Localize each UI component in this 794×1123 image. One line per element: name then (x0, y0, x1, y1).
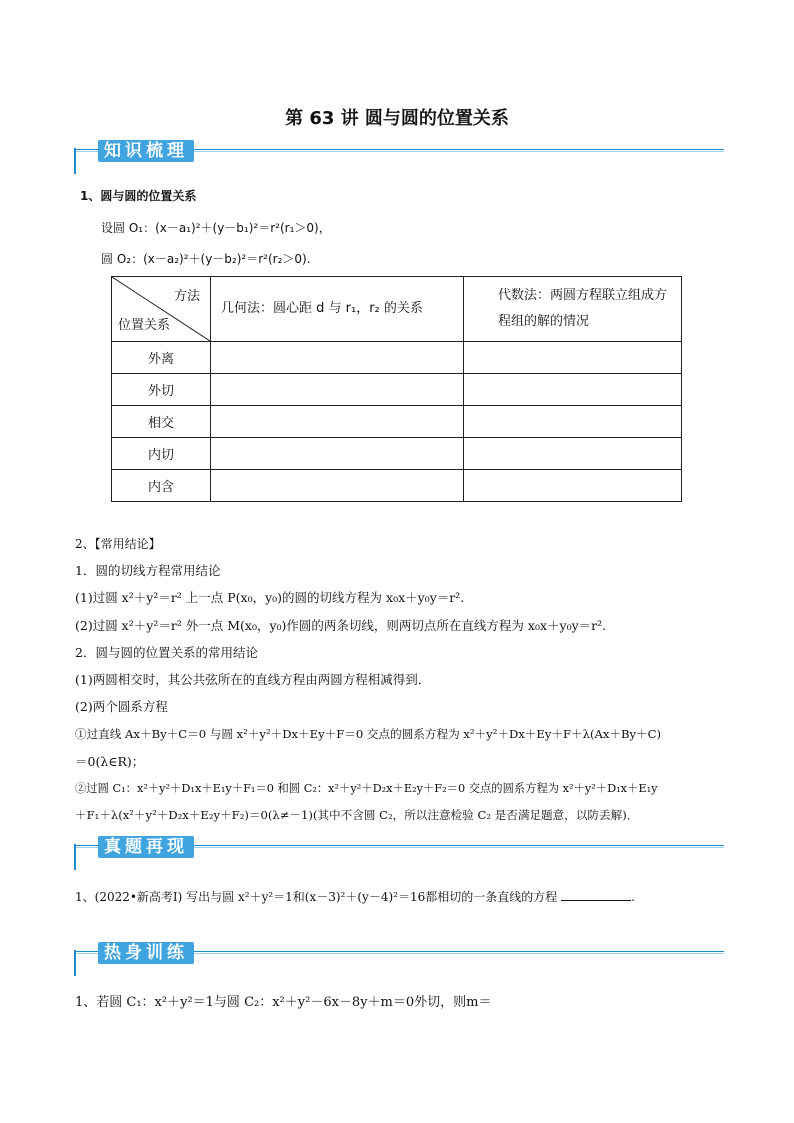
table-corner-cell (112, 277, 211, 342)
conclusion-line: ①过直线 Ax＋By＋C＝0 与圆 x²＋y²＋Dx＋Ey＋F＝0 交点的圆系方程为 x²＋y²＋Dx＋Ey＋F＋λ(Ax＋By＋C) (75, 727, 662, 741)
corner-label-relation: 位置关系 (118, 318, 171, 333)
section-label: 知识梳理 (98, 140, 194, 162)
table-row (112, 406, 682, 438)
conclusion-line: ＋F₁＋λ(x²＋y²＋D₂x＋E₂y＋F₂)＝0(λ≠－1)(其中不含圆 C₂，所以注意检验 C₂ 是否满足题意，以防丢解)． (75, 808, 639, 822)
conclusion-line: (1)过圆 x²＋y²＝r² 上一点 P(x₀，y₀)的圆的切线方程为 x₀x＋y₀y＝r². (75, 590, 465, 605)
row-label: 外离 (112, 342, 211, 374)
warmup-question-1: 1、若圆 C₁：x²＋y²＝1与圆 C₂：x²＋y²－6x－8y＋m＝0外切，则m＝ (75, 995, 492, 1010)
row-label: 内含 (112, 470, 211, 502)
conclusion-line: (1)两圆相交时，其公共弦所在的直线方程由两圆方程相减得到． (75, 672, 431, 687)
knowledge-heading: 1、圆与圆的位置关系 (80, 189, 197, 203)
section-label: 热身训练 (98, 942, 194, 964)
conclusion-line: ②过圆 C₁：x²＋y²＋D₁x＋E₁y＋F₁＝0 和圆 C₂：x²＋y²＋D₂x＋E₂y＋F₂＝0 交点的圆系方程为 x²＋y²＋D₁x＋E₁y (75, 782, 658, 795)
exam-question-end: . (631, 890, 635, 904)
corner-label-method: 方法 (173, 289, 200, 304)
row-label: 内切 (112, 438, 211, 470)
table-row (112, 374, 682, 406)
section-label: 真题再现 (98, 836, 194, 858)
page-title: 第 63 讲 圆与圆的位置关系 (285, 108, 509, 129)
conclusion-line: 2．圆与圆的位置关系的常用结论 (75, 645, 258, 660)
table-header-algebraic: 代数法：两圆方程联立组成方程组的解的情况 (464, 277, 682, 342)
exam-question-text: 1、(2022•新高考Ⅰ) 写出与圆 x²＋y²＝1和(x－3)²＋(y－4)²＝16都相切的一条直线的方程 (75, 890, 558, 904)
conclusion-line: (2)两个圆系方程 (75, 699, 168, 714)
table-header-geometric: 几何法：圆心距 d 与 r₁，r₂ 的关系 (211, 277, 464, 342)
conclusion-line: ＝0(λ∈R)； (75, 754, 145, 769)
row-label: 外切 (112, 374, 211, 406)
answer-blank[interactable] (561, 889, 631, 901)
conclusions-heading: 2、【常用结论】 (75, 537, 161, 551)
conclusion-line: (2)过圆 x²＋y²＝r² 外一点 M(x₀，y₀)作圆的两条切线，则两切点所在直线方程为 x₀x＋y₀y＝r². (75, 618, 607, 633)
table-row (112, 438, 682, 470)
conclusion-line: 1．圆的切线方程常用结论 (75, 563, 221, 578)
position-relation-table (111, 276, 682, 502)
table-row (112, 470, 682, 502)
circle-o1-definition: 设圆 O₁：(x－a₁)²＋(y－b₁)²＝r²(r₁＞0)， (101, 221, 331, 235)
row-label: 相交 (112, 406, 211, 438)
table-row (112, 342, 682, 374)
exam-question-1 (75, 889, 635, 906)
circle-o2-definition: 圆 O₂：(x－a₂)²＋(y－b₂)²＝r²(r₂＞0). (101, 252, 311, 266)
section-banner-warmup (74, 942, 724, 976)
section-banner-exam (74, 836, 724, 870)
section-banner-knowledge (74, 140, 724, 174)
